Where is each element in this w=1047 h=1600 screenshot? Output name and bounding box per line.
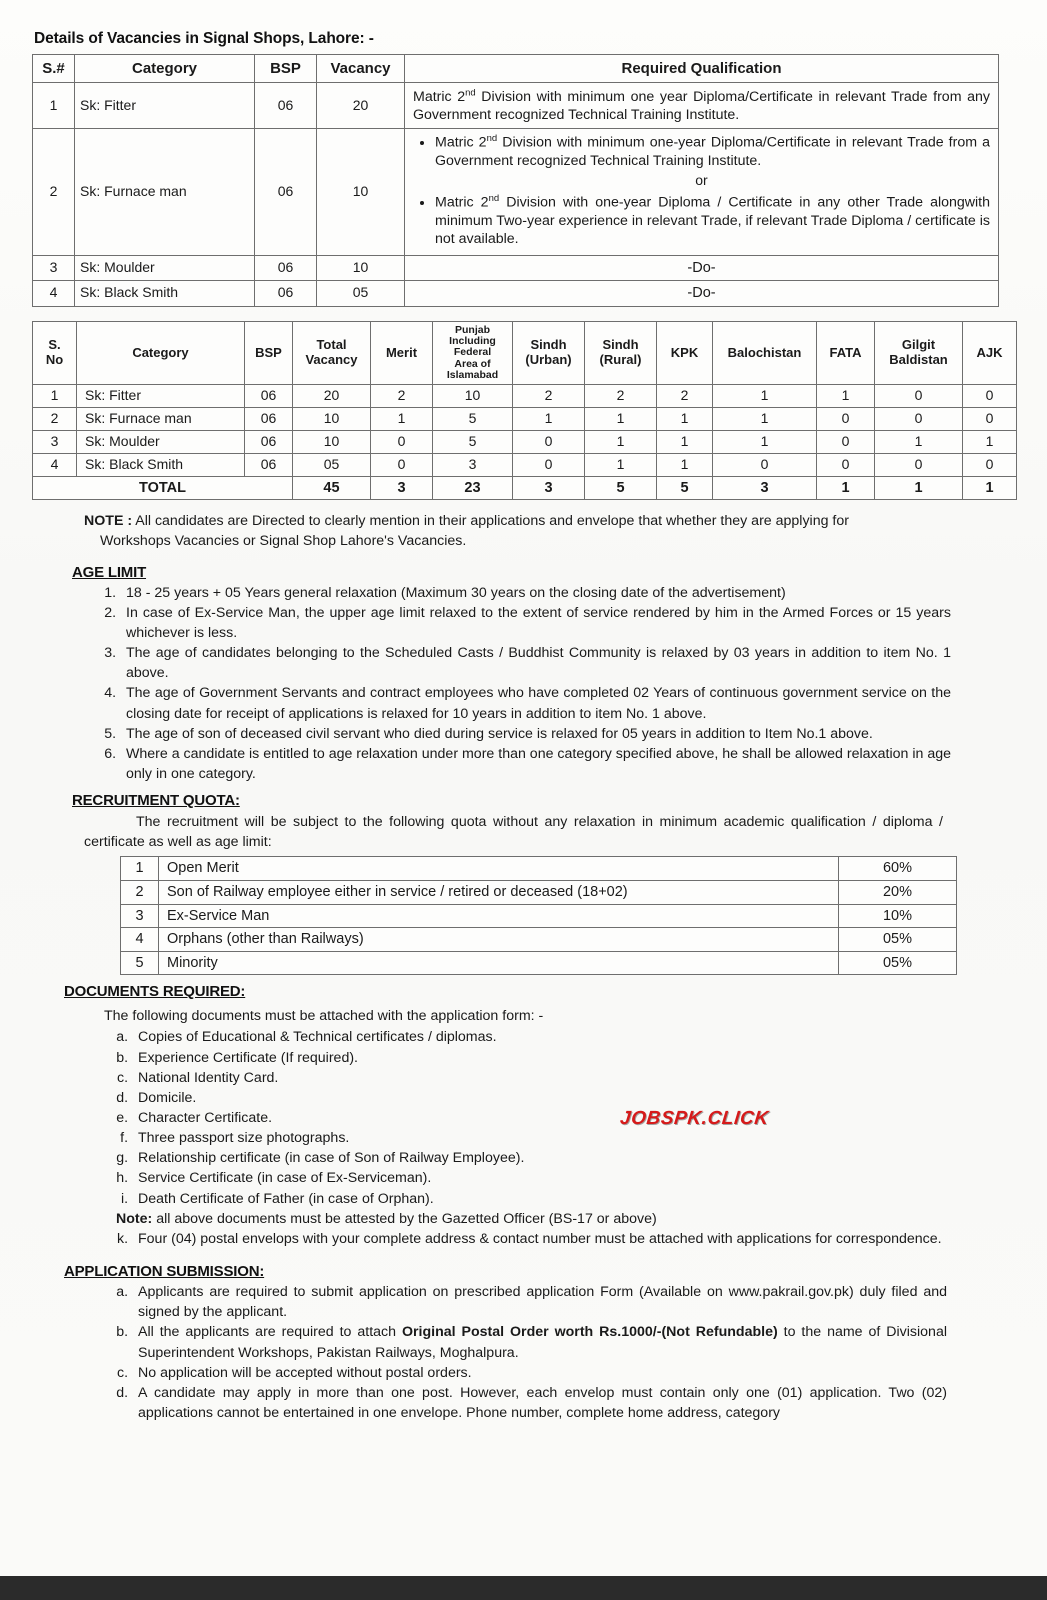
cell-sno: 2	[33, 129, 75, 255]
cell-label: Open Merit	[159, 857, 839, 881]
cell-fata: 0	[817, 408, 875, 431]
cell-no: 2	[121, 881, 159, 905]
col-header-vacancy: Vacancy	[317, 55, 405, 83]
qualification-bullet-1: • Matric 2nd Division with minimum one-year Diploma/Certificate in relevant Trade from a Government recognized Technical Training Institute.	[435, 133, 990, 170]
section-heading-recruitment-quota: RECRUITMENT QUOTA:	[72, 792, 240, 810]
cell-total-sindh-rural: 5	[585, 476, 657, 500]
cell-sno: 3	[33, 431, 77, 454]
cell-punjab: 5	[433, 431, 513, 454]
sno-line2: No	[45, 351, 64, 367]
list-item: 2. In case of Ex-Service Man, the upper age limit relaxed to the extent of service rendered by him in the Armed Forces or 15 years whichever is less.	[120, 603, 951, 643]
col-header-sno: S.#	[33, 55, 75, 83]
cell-kpk: 2	[657, 385, 713, 408]
sindh-rural-line1: Sindh	[602, 337, 639, 353]
cell-vacancy: 05	[317, 281, 405, 307]
table-row	[121, 857, 957, 881]
col-header-punjab	[433, 321, 513, 385]
list-item: i. Death Certificate of Father (in case of Orphan).	[132, 1189, 947, 1209]
documents-attestation-note	[110, 1209, 947, 1229]
punjab-line1: Punjab	[454, 323, 490, 336]
sindh-urban-line2: (Urban)	[525, 351, 572, 367]
list-item: d. A candidate may apply in more than one post. However, each envelop must contain only one (01) application. Two (02) applications cannot be entertained in one envelope. Phone number, complete home address, category	[132, 1383, 947, 1423]
cell-total-merit: 3	[371, 476, 433, 500]
list-item: c. No application will be accepted without postal orders.	[132, 1363, 947, 1383]
qualification-text-1: Matric 2nd Division with minimum one year Diploma/Certificate in relevant Trade from any Government recognized Technical Training Institute.	[413, 87, 990, 124]
cell-category: Sk: Black Smith	[75, 281, 255, 307]
cell-balochistan: 0	[713, 453, 817, 476]
cell-fata: 1	[817, 385, 875, 408]
cell-qualification	[405, 129, 999, 255]
table-row	[33, 431, 1017, 454]
col-header-sno	[33, 321, 77, 385]
cell-sno: 4	[33, 281, 75, 307]
cell-punjab: 10	[433, 385, 513, 408]
list-item: f. Three passport size photographs.	[132, 1128, 947, 1148]
list-item: 5. The age of son of deceased civil servant who died during service is relaxed for 05 years in addition to Item No.1 above.	[120, 724, 951, 744]
cell-pct: 10%	[839, 904, 957, 928]
cell-vacancy: 20	[317, 83, 405, 129]
total-line1: Total	[316, 337, 347, 353]
cell-sindh-rural: 1	[585, 453, 657, 476]
cell-kpk: 1	[657, 408, 713, 431]
col-header-ajk: AJK	[963, 321, 1017, 385]
cell-gilgit: 0	[875, 453, 963, 476]
cell-pct: 60%	[839, 857, 957, 881]
col-header-fata: FATA	[817, 321, 875, 385]
qualification-bullet-2: • Matric 2nd Division with one-year Diploma / Certificate in any other Trade alongwith minimum Two-year experience in relevant Trade, if relevant Trade Diploma / certificate is not available.	[435, 193, 990, 248]
cell-total-punjab: 23	[433, 476, 513, 500]
sindh-urban-line1: Sindh	[530, 337, 567, 353]
cell-label: Son of Railway employee either in service / retired or deceased (18+02)	[159, 881, 839, 905]
cell-sindh-rural: 1	[585, 431, 657, 454]
cell-total-label: TOTAL	[33, 476, 293, 500]
cell-bsp: 06	[245, 453, 293, 476]
cell-gilgit: 0	[875, 385, 963, 408]
table-total-row	[33, 476, 1017, 500]
sno-line1: S.	[48, 337, 61, 353]
table-row	[33, 129, 999, 255]
table-row	[33, 281, 999, 307]
punjab-line2: Including	[449, 334, 496, 347]
cell-bsp: 06	[245, 431, 293, 454]
cell-total-kpk: 5	[657, 476, 713, 500]
page-title: Details of Vacancies in Signal Shops, Lahore: -	[34, 30, 374, 47]
quota-table-body	[33, 385, 1017, 500]
cell-no: 4	[121, 928, 159, 952]
list-item: a. Copies of Educational & Technical certificates / diplomas.	[132, 1027, 947, 1047]
bottom-edge-bar	[0, 1576, 1047, 1600]
cell-bsp: 06	[245, 408, 293, 431]
cell-gilgit: 0	[875, 408, 963, 431]
recruitment-quota-table	[120, 856, 957, 975]
qualification-bullet-list	[413, 133, 990, 170]
cell-category: Sk: Moulder	[77, 431, 245, 454]
cell-total-fata: 1	[817, 476, 875, 500]
cell-ajk: 0	[963, 408, 1017, 431]
cell-qualification: -Do-	[405, 255, 999, 281]
item-b-pre: All the applicants are required to attach	[138, 1324, 402, 1341]
cell-sindh-urban: 1	[513, 408, 585, 431]
list-item: 3. The age of candidates belonging to the Scheduled Casts / Buddhist Community is relaxed by 03 years in addition to item No. 1 above.	[120, 643, 951, 683]
cell-sindh-urban: 0	[513, 431, 585, 454]
cell-label: Orphans (other than Railways)	[159, 928, 839, 952]
col-header-sindh-rural	[585, 321, 657, 385]
cell-ajk: 1	[963, 431, 1017, 454]
cell-sindh-urban: 0	[513, 453, 585, 476]
vacancy-details-table	[32, 54, 999, 307]
item-b-post: to the name of Divisional Superintendent Workshops, Pakistan Railways, Moghalpura.	[138, 1324, 947, 1361]
cell-total-vacancy: 45	[293, 476, 371, 500]
cell-total: 10	[293, 408, 371, 431]
punjab-line5: Islamabad	[446, 368, 499, 381]
col-header-bsp: BSP	[245, 321, 293, 385]
cell-sno: 3	[33, 255, 75, 281]
col-header-sindh-urban	[513, 321, 585, 385]
cell-category: Sk: Moulder	[75, 255, 255, 281]
note-label: NOTE :	[84, 513, 133, 530]
age-limit-list	[94, 583, 999, 785]
list-item: 4. The age of Government Servants and contract employees who have completed 02 Years of continuous government service on the closing date for receipt of applications is relaxed for 10 years in addition to item No. 1 above.	[120, 683, 951, 723]
cell-no: 3	[121, 904, 159, 928]
cell-category: Sk: Fitter	[77, 385, 245, 408]
item-b-bold: Original Postal Order worth Rs.1000/-(Not Refundable)	[401, 1324, 778, 1341]
col-header-category: Category	[75, 55, 255, 83]
cell-bsp: 06	[245, 385, 293, 408]
cell-total-gilgit: 1	[875, 476, 963, 500]
table-row	[33, 83, 999, 129]
cell-total-sindh-urban: 3	[513, 476, 585, 500]
qualification-or: or	[695, 172, 708, 189]
total-line2: Vacancy	[305, 351, 358, 367]
list-item: e. Character Certificate.	[132, 1108, 947, 1128]
cell-pct: 05%	[839, 951, 957, 975]
site-watermark: JOBSPK.CLICK	[618, 1108, 770, 1129]
cell-bsp: 06	[255, 255, 317, 281]
table-row	[33, 255, 999, 281]
cell-kpk: 1	[657, 431, 713, 454]
cell-ajk: 0	[963, 385, 1017, 408]
application-submission-list	[104, 1282, 999, 1423]
list-item: g. Relationship certificate (in case of Son of Railway Employee).	[132, 1148, 947, 1168]
cell-merit: 0	[371, 453, 433, 476]
list-item: a. Applicants are required to submit application on prescribed application Form (Available on www.pakrail.gov.pk) duly filed and signed by the applicant.	[132, 1282, 947, 1322]
list-item: b. Experience Certificate (If required).	[132, 1048, 947, 1068]
cell-fata: 0	[817, 431, 875, 454]
cell-sno: 2	[33, 408, 77, 431]
cell-total-ajk: 1	[963, 476, 1017, 500]
cell-punjab: 3	[433, 453, 513, 476]
cell-category: Sk: Black Smith	[77, 453, 245, 476]
cell-pct: 05%	[839, 928, 957, 952]
cell-no: 5	[121, 951, 159, 975]
cell-vacancy: 10	[317, 129, 405, 255]
cell-merit: 2	[371, 385, 433, 408]
punjab-line3: Federal	[453, 346, 492, 359]
cell-sindh-rural: 2	[585, 385, 657, 408]
cell-ajk: 0	[963, 453, 1017, 476]
cell-sno: 1	[33, 385, 77, 408]
col-header-gilgit	[875, 321, 963, 385]
table-header-row	[33, 321, 1017, 385]
section-heading-application-submission: APPLICATION SUBMISSION:	[64, 1263, 265, 1281]
list-item: c. National Identity Card.	[132, 1068, 947, 1088]
cell-bsp: 06	[255, 281, 317, 307]
cell-category: Sk: Fitter	[75, 83, 255, 129]
documents-required-intro: The following documents must be attached with the application form: -	[104, 1008, 544, 1025]
note-block	[84, 512, 999, 551]
list-item: 1. 18 - 25 years + 05 Years general relaxation (Maximum 30 years on the closing date of the advertisement)	[120, 583, 951, 603]
documents-required-list	[104, 1027, 999, 1249]
cell-pct: 20%	[839, 881, 957, 905]
gilgit-line2: Baldistan	[889, 351, 948, 367]
col-header-qualification: Required Qualification	[405, 55, 999, 83]
qualification-bullet-list-2	[413, 193, 990, 248]
recruitment-quota-intro: The recruitment will be subject to the following quota without any relaxation in minimum academic qualification / diploma / certificate as well as age limit:	[84, 814, 943, 851]
list-item: 6. Where a candidate is entitled to age relaxation under more than one category specified above, he shall be allowed relaxation in age only in one category.	[120, 744, 951, 784]
documents-note-text: all above documents must be attested by the Gazetted Officer (BS-17 or above)	[152, 1210, 657, 1227]
sindh-rural-line2: (Rural)	[599, 351, 642, 367]
table-row	[33, 453, 1017, 476]
table-row	[121, 951, 957, 975]
col-header-kpk: KPK	[657, 321, 713, 385]
cell-sindh-urban: 2	[513, 385, 585, 408]
col-header-balochistan: Balochistan	[713, 321, 817, 385]
cell-balochistan: 1	[713, 408, 817, 431]
cell-kpk: 1	[657, 453, 713, 476]
cell-sno: 1	[33, 83, 75, 129]
table-row	[121, 928, 957, 952]
cell-merit: 0	[371, 431, 433, 454]
cell-sno: 4	[33, 453, 77, 476]
table-row	[33, 385, 1017, 408]
cell-no: 1	[121, 857, 159, 881]
cell-total: 20	[293, 385, 371, 408]
cell-label: Ex-Service Man	[159, 904, 839, 928]
documents-note-label: Note:	[116, 1210, 153, 1227]
cell-bsp: 06	[255, 129, 317, 255]
cell-category: Sk: Furnace man	[75, 129, 255, 255]
cell-sindh-rural: 1	[585, 408, 657, 431]
list-item	[132, 1322, 947, 1362]
table-row	[121, 904, 957, 928]
cell-qualification: -Do-	[405, 281, 999, 307]
cell-punjab: 5	[433, 408, 513, 431]
cell-qualification	[405, 83, 999, 129]
cell-merit: 1	[371, 408, 433, 431]
list-item: k. Four (04) postal envelops with your complete address & contact number must be attached with applications for correspondence.	[132, 1229, 947, 1249]
table-row	[121, 881, 957, 905]
col-header-merit: Merit	[371, 321, 433, 385]
gilgit-line1: Gilgit	[901, 337, 936, 353]
cell-total-balochistan: 3	[713, 476, 817, 500]
cell-gilgit: 1	[875, 431, 963, 454]
col-header-category: Category	[77, 321, 245, 385]
cell-balochistan: 1	[713, 385, 817, 408]
table-header-row	[33, 55, 999, 83]
cell-bsp: 06	[255, 83, 317, 129]
quota-distribution-table	[32, 321, 1017, 501]
list-item: h. Service Certificate (in case of Ex-Serviceman).	[132, 1168, 947, 1188]
cell-total: 10	[293, 431, 371, 454]
cell-total: 05	[293, 453, 371, 476]
section-heading-age-limit: AGE LIMIT	[72, 563, 147, 581]
note-line-1: All candidates are Directed to clearly mention in their applications and envelope that whether they are applying for	[132, 513, 849, 530]
cell-balochistan: 1	[713, 431, 817, 454]
punjab-line4: Area of	[454, 357, 491, 370]
table-row	[33, 408, 1017, 431]
cell-fata: 0	[817, 453, 875, 476]
cell-label: Minority	[159, 951, 839, 975]
section-heading-documents-required: DOCUMENTS REQUIRED:	[64, 983, 246, 1001]
cell-category: Sk: Furnace man	[77, 408, 245, 431]
list-item: d. Domicile.	[132, 1088, 947, 1108]
cell-vacancy: 10	[317, 255, 405, 281]
col-header-total-vacancy	[293, 321, 371, 385]
col-header-bsp: BSP	[255, 55, 317, 83]
note-line-2: Workshops Vacancies or Signal Shop Lahore's Vacancies.	[100, 533, 467, 549]
